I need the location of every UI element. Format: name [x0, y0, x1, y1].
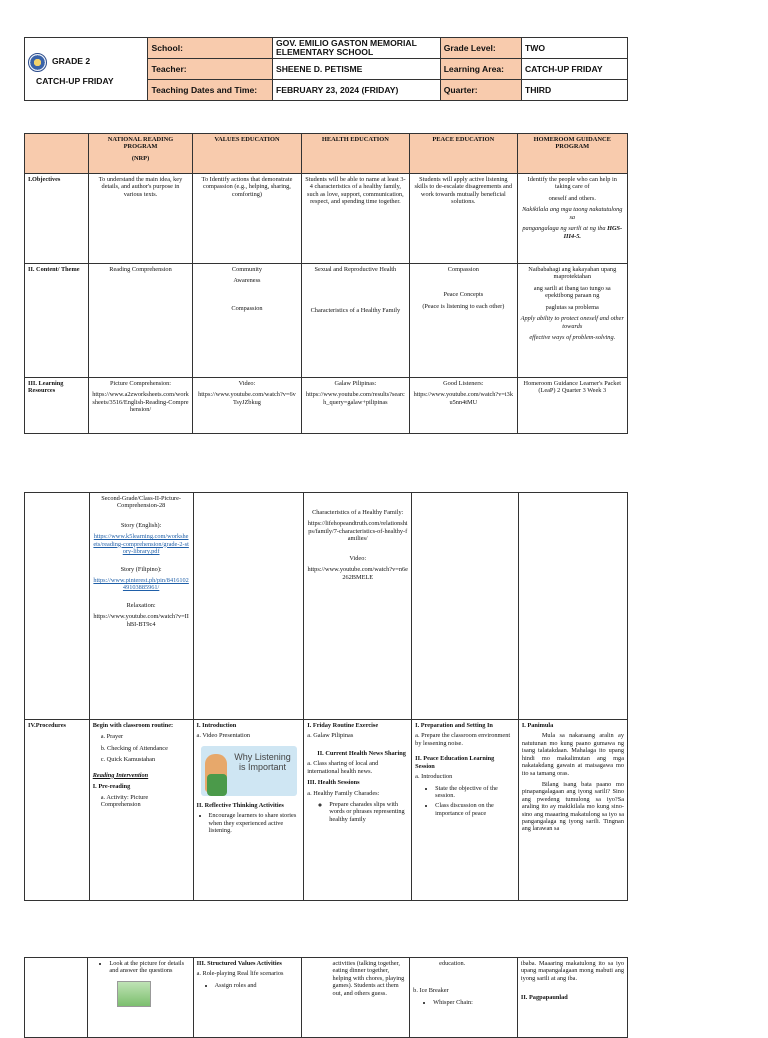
learning-area-label: Learning Area: — [440, 59, 521, 80]
procedures-cont-values: III. Structured Values Activities a. Role-playing Real life scenarios • Assign roles and — [193, 958, 301, 1038]
column-header-health: HEALTH EDUCATION — [301, 134, 409, 174]
resources-homeroom: Homeroom Guidance Learner's Packet (LeaP) 2 Quarter 3 Week 3 — [517, 378, 627, 434]
resources-cont-nrp: Second-Grade/Class-II-Picture-Comprehension-28 Story (English): https://www.k5learning.com/worksheets/reading-comprehension/grade-2-story-library.pdf Story (Filipino): https://www.pinterest.ph/pin/841610249103885961/ Relaxation: https://www.youtube.com/watch?v=IIhBI-BT9c4 — [89, 493, 193, 720]
procedures-cont-homeroom: ibaba. Maaaring makatulong ito sa iyo upang mapangalagaan mong mabuti ang iyong sarili at ang iba. II. Pagpapaunlad — [517, 958, 627, 1038]
resources-cont-health: Characteristics of a Healthy Family: https://lifehopeandtruth.com/relationships/family/7-characteristics-of-healthy-families/ Video: https://www.youtube.com/watch?v=n6e262BMELE — [304, 493, 412, 720]
content-homeroom: Naibabahagi ang kakayahan upang maprotektahan ang sarili at ibang tao tungo sa epektibong paraan ng paglutas sa problema Apply ability to protect oneself and other towards effective ways of problem-solving. — [517, 264, 627, 378]
learning-area-value: CATCH-UP FRIDAY — [521, 59, 627, 80]
resources-cont-homeroom — [518, 493, 627, 720]
procedures-cont-peace: education. b. Ice Breaker • Whisper Chain: — [410, 958, 518, 1038]
procedures-nrp: Begin with classroom routine: a. Prayer b. Checking of Attendance c. Quick Kamustahan Reading Intervention I. Pre-reading a. Activity: Picture Comprehension — [89, 720, 193, 901]
program-label: CATCH-UP FRIDAY — [36, 75, 114, 86]
picture-comprehension-image — [117, 981, 151, 1007]
dates-value: FEBRUARY 23, 2024 (FRIDAY) — [272, 80, 440, 101]
content-nrp: Reading Comprehension — [88, 264, 192, 378]
dates-label: Teaching Dates and Time: — [148, 80, 273, 101]
story-english-link[interactable]: https://www.k5learning.com/worksheets/reading-comprehension/grade-2-story-library.pdf — [93, 533, 189, 556]
procedures-health: I. Friday Routine Exercise a. Galaw Pilipinas II. Current Health News Sharing a. Class sharing of local and international health news. III. Health Sessions a. Healthy Family Charades: ◦ Prepare charades slips with words or phrases representing healthy family — [304, 720, 412, 901]
objective-homeroom: Identify the people who can help in taking care of oneself and others. Nakikilala ang mga taong nakatutulong sa pangangalaga ng sarili at ng iba HGS-III4-5. — [517, 174, 627, 264]
column-header-homeroom: HOMEROOM GUIDANCE PROGRAM — [517, 134, 627, 174]
procedures-peace: I. Preparation and Setting In a. Prepare the classroom environment by lessening noise. II. Peace Education Learning Session a. Introduction • State the objective of the session. • Class discussion on the importance of peace — [412, 720, 519, 901]
teacher-label: Teacher: — [148, 59, 273, 80]
cont-label-cell — [25, 493, 90, 720]
resources-cont-values — [193, 493, 304, 720]
column-header-nrp: NATIONAL READING PROGRAM (NRP) — [88, 134, 192, 174]
row-label-resources: III. Learning Resources — [25, 378, 89, 434]
resources-cont-peace — [412, 493, 519, 720]
row-label-objectives: I.Objectives — [25, 174, 89, 264]
objective-health: Students will be able to name at least 3-4 characteristics of a healthy family, such as love, support, communication, respect, and spending time together. — [301, 174, 409, 264]
grade-label: GRADE 2 — [52, 56, 91, 67]
page3-label-cell — [25, 958, 88, 1038]
resources-peace: Good Listeners: https://www.youtube.com/watch?v=i3ku5nn4tMU — [410, 378, 517, 434]
resources-values: Video: https://www.youtube.com/watch?v=6vTsyJZbkug — [193, 378, 301, 434]
quarter-value: THIRD — [521, 80, 627, 101]
content-values: Community Awareness Compassion — [193, 264, 301, 378]
lesson-plan-table-continued — [24, 492, 628, 901]
header-table — [24, 37, 628, 101]
procedures-homeroom: I. Panimula Mula sa nakaraang aralin ay natutunan mo kung paano gumawa ng isang talatakdaan. Mahalaga ito upang hindi mo makalimutan ang mga nakatakdang gawain at maisagawa mo ito sa tamang oras. Bilang isang bata paano mo pinapangalagaan ang iyong sarili? Sino ang pwedeng tumulong sa iyo?Sa araling ito ay makikilala mo kung sino-sino ang maaaring makatulong sa iyo sa pangangalaga ng iyong sarili. Tingnan ang larawan sa — [518, 720, 627, 901]
school-label: School: — [148, 38, 273, 59]
teacher-value: SHEENE D. PETISME — [272, 59, 440, 80]
row-label-procedures: IV.Procedures — [25, 720, 90, 901]
objective-peace: Students will apply active listening skills to de-escalate disagreements and work towards mutually beneficial solutions. — [410, 174, 517, 264]
lesson-plan-table — [24, 133, 628, 434]
column-header-peace: PEACE EDUCATION — [410, 134, 517, 174]
procedures-values: I. Introduction a. Video Presentation Why Listening is Important II. Reflective Thinking Activities • Encourage learners to share stories when they experienced active listening. — [193, 720, 304, 901]
deped-seal-icon — [28, 53, 47, 72]
content-health: Sexual and Reproductive Health Characteristics of a Healthy Family — [301, 264, 409, 378]
content-peace: Compassion Peace Concepts (Peace is listening to each other) — [410, 264, 517, 378]
quarter-label: Quarter: — [440, 80, 521, 101]
column-header-values: VALUES EDUCATION — [193, 134, 301, 174]
lesson-plan-table-page3 — [24, 957, 628, 1038]
row-label-content: II. Content/ Theme — [25, 264, 89, 378]
resources-health: Galaw Pilipinas: https://www.youtube.com/results?search_query=galaw+pilipinas — [301, 378, 409, 434]
school-logo-cell — [25, 38, 148, 101]
procedures-cont-nrp: • Look at the picture for details and answer the questions — [88, 958, 193, 1038]
procedures-cont-health: activities (talking together, eating dinner together, helping with chores, playing games). Students act them out, and others guess. — [301, 958, 410, 1038]
grade-level-value: TWO — [521, 38, 627, 59]
school-value: GOV. EMILIO GASTON MEMORIAL ELEMENTARY SCHOOL — [272, 38, 440, 59]
objective-values: To Identify actions that demonstrate compassion (e.g., helping, sharing, comforting) — [193, 174, 301, 264]
resources-nrp: Picture Comprehension: https://www.a2zworksheets.com/worksheets/3516/English-Reading-Comprehension/ — [88, 378, 192, 434]
corner-cell — [25, 134, 89, 174]
story-filipino-link[interactable]: https://www.pinterest.ph/pin/841610249103885961/ — [93, 576, 189, 592]
grade-level-label: Grade Level: — [440, 38, 521, 59]
why-listening-video-thumbnail: Why Listening is Important — [201, 746, 297, 796]
objective-nrp: To understand the main idea, key details, and author's purpose in various texts. — [88, 174, 192, 264]
